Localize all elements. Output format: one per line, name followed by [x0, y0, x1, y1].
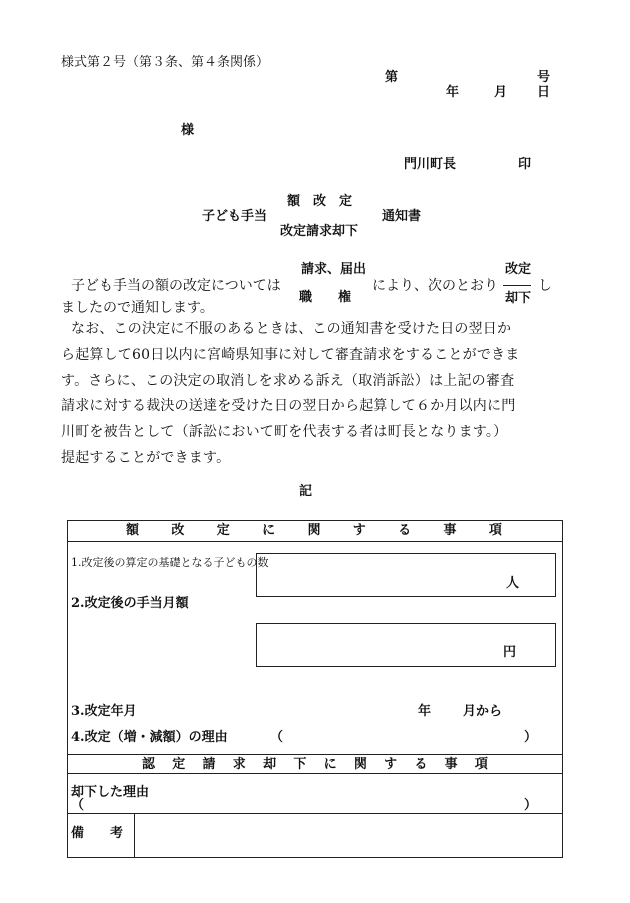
section2-heading: 認 定 請 求 却 下 に 関 す る 事 項 — [142, 757, 488, 772]
result-option-bottom: 却下 — [505, 291, 532, 306]
paragraph1-line2: ましたので通知します。 — [61, 300, 214, 316]
doc-number-prefix: 第 — [385, 70, 399, 85]
table-divider — [67, 541, 563, 542]
notice-line: 請求に対する裁決の送達を受けた日の翌日から起算して６か月以内に門 — [61, 398, 516, 415]
remarks-label: 備 考 — [71, 826, 124, 841]
item3-month: 月から — [463, 704, 503, 719]
title-right: 通知書 — [382, 209, 422, 224]
notice-line: す。さらに、この決定の取消しを求める訴え（取消訴訟）は上記の審査 — [61, 372, 515, 389]
reject-reason-label: 却下した理由 — [71, 785, 150, 800]
date-month: 月 — [494, 85, 508, 100]
notice-line: なお、この決定に不服のあるときは、この通知書を受けた日の翌日か — [71, 321, 512, 337]
form-number-label: 様式第２号（第３条、第４条関係） — [61, 55, 270, 70]
notice-line: 提起することができます。 — [61, 449, 231, 466]
item4-close-paren: ） — [524, 730, 538, 745]
paragraph1-mid: により、次のとおり — [372, 278, 498, 294]
item1-label: 1.改定後の算定の基礎となる子どもの数 — [71, 556, 269, 569]
notice-line: ら起算して60日以内に宮崎県知事に対して審査請求をすることができま — [61, 346, 520, 363]
doc-number-suffix: 号 — [537, 70, 551, 85]
table-divider — [67, 773, 563, 774]
reject-close-paren: ） — [524, 798, 538, 813]
addressee-suffix: 様 — [181, 123, 195, 138]
section1-heading: 額 改 定 に 関 す る 事 項 — [126, 523, 502, 538]
method-option-bottom: 職 権 — [299, 290, 352, 305]
ki-heading: 記 — [299, 484, 313, 499]
item3-label: 3.改定年月 — [71, 704, 137, 719]
title-left: 子ども手当 — [202, 209, 268, 224]
issuer-seal: 印 — [518, 157, 532, 172]
title-option-top: 額 改 定 — [287, 194, 353, 209]
title-option-bottom: 改定請求却下 — [280, 224, 359, 239]
paragraph1-end: し — [538, 278, 552, 294]
result-option-separator — [503, 285, 531, 286]
paragraph1-start: 子ども手当の額の改定については — [71, 278, 281, 294]
notice-line: 川町を被告として（訴訟において町を代表する者は町長となります。） — [61, 424, 508, 441]
item3-year: 年 — [418, 704, 432, 719]
date-day: 日 — [537, 85, 551, 100]
table-divider — [67, 754, 563, 755]
reject-open-paren: （ — [71, 798, 85, 813]
item4-label: 4.改定（増・減額）の理由 — [71, 730, 228, 745]
notice-paragraph — [61, 317, 556, 472]
item1-unit: 人 — [506, 576, 520, 591]
item4-open-paren: （ — [270, 730, 284, 745]
result-option-top: 改定 — [505, 262, 532, 277]
method-option-top: 請求、届出 — [301, 262, 367, 277]
item2-unit: 円 — [503, 645, 517, 660]
issuer-name: 門川町長 — [404, 157, 457, 172]
remarks-field[interactable] — [135, 814, 562, 857]
date-year: 年 — [446, 85, 460, 100]
item2-label: 2.改定後の手当月額 — [71, 596, 189, 611]
